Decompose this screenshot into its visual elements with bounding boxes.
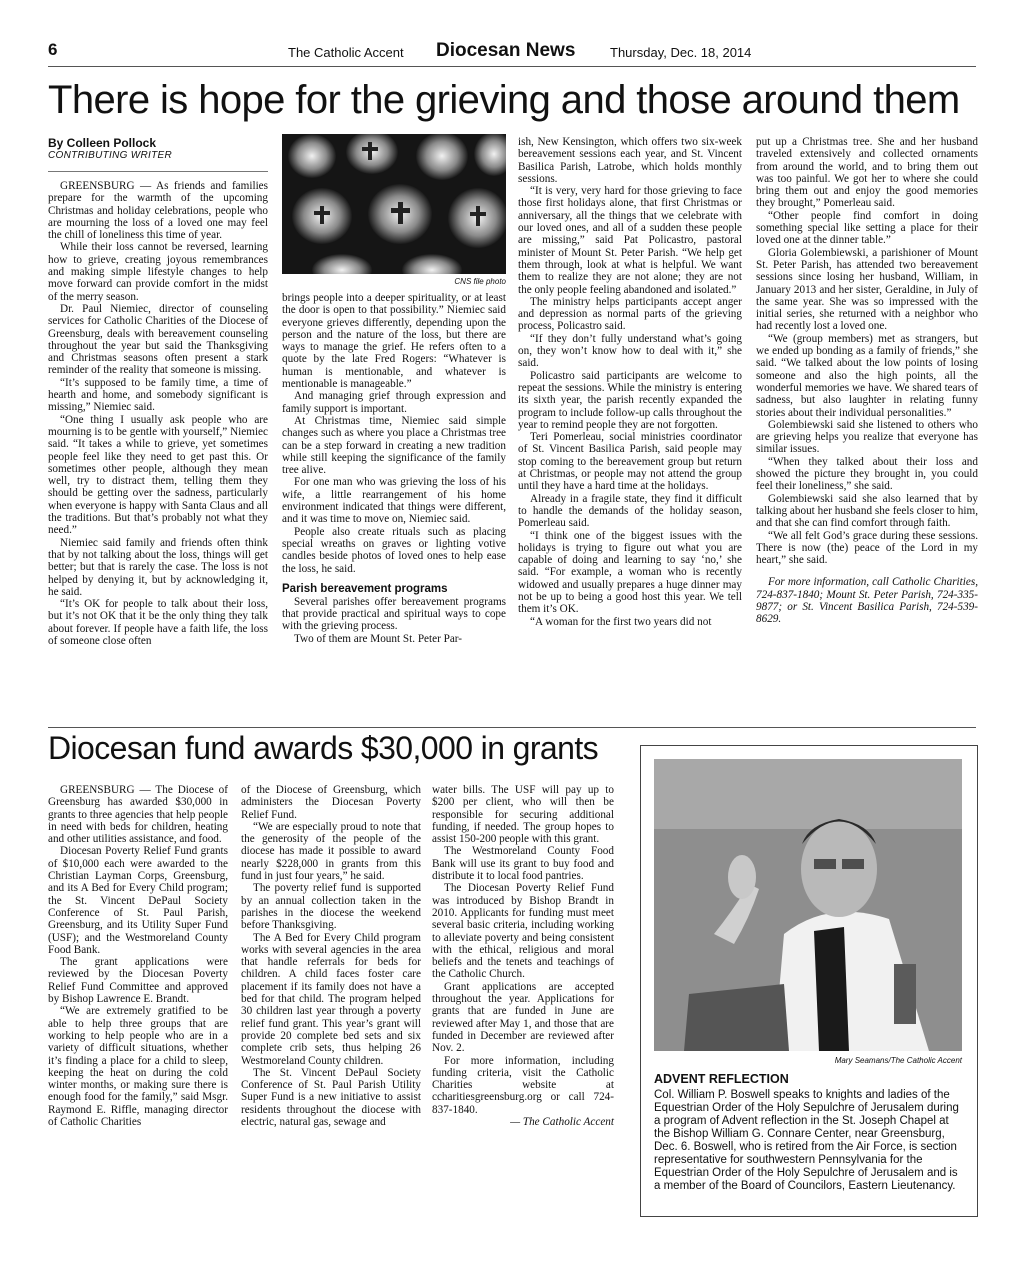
header-rule — [48, 66, 976, 67]
info-line: For more information, call Catholic Charities, 724-837-1840; Mount St. Peter Parish, 724-335-9877; or St. Vincent Basilica Parish, 724-539-8629. — [756, 576, 978, 626]
paragraph: For more information, including funding criteria, visit the Catholic Charities website at ccharitiesgreensburg.org or call 724-837-1840. — [432, 1054, 614, 1116]
paragraph: Niemiec said family and friends often think that by not talking about the loss, things will get better; but that is rarely the case. The loss is not helped by denying it, but by acknowledging it, he said. — [48, 536, 268, 598]
article2-headline: Diocesan fund awards $30,000 in grants — [48, 730, 599, 766]
paragraph: “It’s supposed to be family time, a time of hearth and home, and somebody significant is missing,” Niemiec said. — [48, 376, 268, 414]
votive-candles-image — [282, 134, 506, 274]
issue-date: Thursday, Dec. 18, 2014 — [610, 45, 752, 60]
article1-column-3 — [518, 136, 742, 628]
paragraph: “It’s OK for people to talk about their loss, but it’s not OK that it be the only thing they talk about forever. If people have a faith life, the loss of someone close often — [48, 598, 268, 647]
photo-caption — [654, 1072, 962, 1193]
byline: By Colleen Pollock — [48, 136, 157, 150]
paragraph: While their loss cannot be reversed, learning how to grieve, creating joyous remembrances and making simple lifestyle changes to help move forward can provide comfort in the midst of the merry season. — [48, 241, 268, 303]
paragraph: “If they don’t fully understand what’s going on, they won’t know how to deal with it,” she said. — [518, 332, 742, 370]
advent-reflection-photo-box — [640, 745, 978, 1217]
paragraph: And managing grief through expression and family support is important. — [282, 390, 506, 415]
paragraph: The St. Vincent DePaul Society Conference of St. Paul Parish Utility Super Fund is a new initiative to assist residents throughout the diocese with electric, natural gas, sewage and — [241, 1066, 421, 1129]
article1-column-2 — [282, 292, 506, 645]
section-divider-rule — [48, 727, 976, 728]
paragraph: Gloria Golembiewski, a parishioner of Mount St. Peter Parish, has attended two bereavement sessions since losing her husband, William, in January 2013 and her sister, Geraldine, in July of the same year. She was so impressed with the initial series, she returned with a neighbor who had recently lost a loved one. — [756, 246, 978, 333]
paragraph: “We all felt God’s grace during these sessions. There is now (the) peace of the Lord in my heart,” she said. — [756, 529, 978, 567]
page-number: 6 — [48, 40, 58, 59]
paragraph: “When they talked about their loss and showed the picture they brought in, you could feel their loneliness,” she said. — [756, 455, 978, 493]
section-name: Diocesan News — [436, 40, 576, 61]
byline-title: CONTRIBUTING WRITER — [48, 150, 173, 161]
paragraph: The A Bed for Every Child program works with several agencies in the area that handle referrals for beds for children. A child faces foster care placement if its family does not have a bed for that child. The program helped 30 children last year through a poverty relief fund grant. This year’s grant will provide 20 complete bed sets and six complete crib sets, thus helping 26 Westmoreland County children. — [241, 931, 421, 1067]
paragraph: “We (group members) met as strangers, but we ended up bonding as a family of friends,” she said. “We talked about the low points of losing someone and also the high points, all the wonderful memories we have. We shared tears of sadness, but also laughter in relating funny stories about their individual personalities.” — [756, 332, 978, 419]
paragraph: ish, New Kensington, which offers two six-week bereavement sessions each year, and St. Vincent Basilica Parish, Latrobe, which holds monthly sessions. — [518, 136, 742, 185]
paragraph: Two of them are Mount St. Peter Par- — [294, 632, 463, 645]
paragraph: Teri Pomerleau, social ministries coordinator of St. Vincent Basilica Parish, said people may stop coming to the bereavement group but return at Christmas, or people may not attend the group until they have a hard time at the holidays. — [518, 431, 742, 493]
caption-text: Col. William P. Boswell speaks to knights and ladies of the Equestrian Order of the Holy Sepulchre of Jerusalem during a program of Advent reflection in the St. Joseph Chapel at the Bishop William G. Connare Center, near Greensburg, Dec. 6. Boswell, who is retired from the Air Force, is section representative for southwestern Pennsylvania for the Equestrian Order of the Holy Sepulchre of Jerusalem and is a member of the Board of Councilors, Eastern Lieutenancy. — [654, 1089, 959, 1192]
paragraph: “We are extremely gratified to be able to help three groups that are working to help people who are in a variety of difficult situations, whether it’s finding a place for a child to sleep, keeping the heat on during the cold winter months, or making sure there is enough food for the family,” said Msgr. Raymond E. Riffle, managing director of Catholic Charities — [48, 1005, 228, 1129]
paragraph: “Other people find comfort in doing something special like setting a place for their loved one at the dinner table.” — [756, 209, 978, 247]
photo-credit-cns: CNS file photo — [454, 277, 506, 286]
caption-heading: ADVENT REFLECTION — [654, 1072, 789, 1086]
article1-headline: There is hope for the grieving and those around them — [48, 78, 960, 122]
article1-column-1 — [48, 136, 268, 647]
paragraph: Several parishes offer bereavement programs that provide practical and spiritual ways to cope with the grieving process. — [282, 595, 506, 633]
paragraph: The grant applications were reviewed by the Diocesan Poverty Relief Fund Committee and approved by Bishop Lawrence E. Brandt. — [48, 956, 228, 1006]
paragraph: “It is very, very hard for those grieving to face those first holidays alone, that first Christmas or anniversary, all the things that we celebrate with our loved ones, and all of a sudden these people are missing,” said Pat Policastro, pastoral minister of Mount St. Peter Parish. “We help get them through, look at what is helpful. We want them to realize they are not alone; they are not the only people feeling abandoned and isolated.” — [518, 185, 742, 296]
subhead-parish-programs: Parish bereavement programs — [282, 582, 448, 595]
paragraph: “One thing I usually ask people who are mourning is to be gentle with yourself,” Niemiec said. “It takes a while to grieve, yet sometimes people feel like they need to get past this. Or sometimes other people, although they mean well, try to distract them, telling them they should be getting over the sadness, particularly when everyone is happy with Santa Claus and all the traditions. But that’s probably not what they need.” — [48, 413, 268, 537]
paragraph: Grant applications are accepted throughout the year. Applications for grants that are funded in June are reviewed after May 1, and those that are funded in December are reviewed after Nov. 2. — [432, 980, 614, 1055]
paragraph: People also create rituals such as placing special wreaths on graves or lighting votive candles beside photos of loved ones to help ease the loss, he said. — [282, 525, 506, 575]
publication-name: The Catholic Accent — [288, 45, 404, 60]
article2-signature: — The Catholic Accent — [510, 1116, 614, 1129]
paragraph: Golembiewski said she also learned that by talking about her husband she feels closer to him, and that she can find comfort through faith. — [756, 492, 978, 530]
paragraph: “We are especially proud to note that the generosity of the people of the diocese has made it possible to award nearly $228,000 in grants from this fund in just four years,” he said. — [241, 820, 421, 883]
paragraph: “A woman for the first two years did not — [530, 615, 712, 628]
paragraph: GREENSBURG — The Diocese of Greensburg has awarded $30,000 in grants to three agencies that help people in need with beds for children, heating and other utilities assistance, and food. — [48, 784, 228, 846]
paragraph: put up a Christmas tree. She and her husband traveled extensively and collected ornaments from around the world, and to bring them out was too painful. We got her to where she could bring them out and enjoy the good memories they brought,” Pomerleau said. — [756, 136, 978, 210]
paragraph: Diocesan Poverty Relief Fund grants of $10,000 each were awarded to the Christian Layman Corps, Greensburg, and its A Bed for Every Child program; the St. Vincent DePaul Society Conference of St. Paul Parish, Greensburg, and its Utility Super Fund (USF); and the Westmoreland County Food Bank. — [48, 845, 228, 956]
paragraph: of the Diocese of Greensburg, which administers the Diocesan Poverty Relief Fund. — [241, 784, 421, 821]
article2-column-3 — [432, 784, 614, 1128]
paragraph: GREENSBURG — As friends and families prepare for the warmth of the upcoming Christmas and holiday celebrations, people who are mourning the loss of a loved one may feel the chill of loneliness this time of year. — [48, 180, 268, 242]
paragraph: water bills. The USF will pay up to $200 per client, who will then be responsible for securing additional funding, if needed. The group hopes to assist 150-200 people with this grant. — [432, 784, 614, 846]
paragraph: Policastro said participants are welcome to repeat the sessions. While the ministry is entering its sixth year, the parish recently expanded the program to include follow-up calls throughout the year to remind people they are not forgotten. — [518, 369, 742, 431]
paragraph: The poverty relief fund is supported by an annual collection taken in the parishes in the diocese the weekend before Thanksgiving. — [241, 882, 421, 932]
paragraph: Golembiewski said she listened to others who are grieving helps you realize that everyone has similar issues. — [756, 418, 978, 456]
votive-candles-photo — [282, 134, 506, 274]
paragraph: The ministry helps participants accept anger and depression as normal parts of the grieving process, Policastro said. — [518, 295, 742, 333]
article1-column-4 — [756, 136, 978, 626]
paragraph: For one man who was grieving the loss of his wife, a little rearrangement of his home environment indicated that things were different, and it was time to move on, Niemiec said. — [282, 476, 506, 526]
paragraph: Already in a fragile state, they find it difficult to handle the demands of the holiday season, Pomerleau said. — [518, 492, 742, 530]
boswell-image — [654, 759, 962, 1051]
article2-column-1 — [48, 784, 228, 1128]
boswell-photo — [654, 759, 962, 1051]
photo-credit-seamans: Mary Seamans/The Catholic Accent — [834, 1056, 962, 1065]
paragraph: “I think one of the biggest issues with the holidays is trying to figure out what you are capable of doing and learning to say ‘no,’ she said. “For example, a woman who is recently widowed and usually prepares a huge dinner may not be up to being a good host this year. We tell them it’s OK. — [518, 529, 742, 616]
article2-column-2 — [241, 784, 421, 1128]
paragraph: Dr. Paul Niemiec, director of counseling services for Catholic Charities of the Diocese of Greensburg, deals with bereavement counseling throughout the year but said the Thanksgiving and Christmas seasons often present a stark reminder of the reality that someone is missing. — [48, 302, 268, 377]
page-header — [48, 40, 976, 66]
paragraph: brings people into a deeper spirituality, or at least the door is open to that possibility.” Niemiec said everyone grieves differently, depending upon the person and the nature of the loss, but there are ways to manage the grief. He refers often to a quote by the late Fred Rogers: “Whatever is human is mentionable, and whatever is mentionable is manageable.” — [282, 292, 506, 391]
byline-rule — [48, 171, 268, 172]
paragraph: The Diocesan Poverty Relief Fund was introduced by Bishop Brandt in 2010. Applicants for funding must meet several basic criteria, including working to alleviate poverty and being consistent with the ethical, religious and moral beliefs and the tenets and teachings of the Catholic Church. — [432, 882, 614, 981]
paragraph: At Christmas time, Niemiec said simple changes such as where you place a Christmas tree can be a step forward in creating a new tradition while still keeping the significance of the family tree alive. — [282, 414, 506, 477]
paragraph: The Westmoreland County Food Bank will use its grant to buy food and distribute it to local food pantries. — [432, 845, 614, 883]
